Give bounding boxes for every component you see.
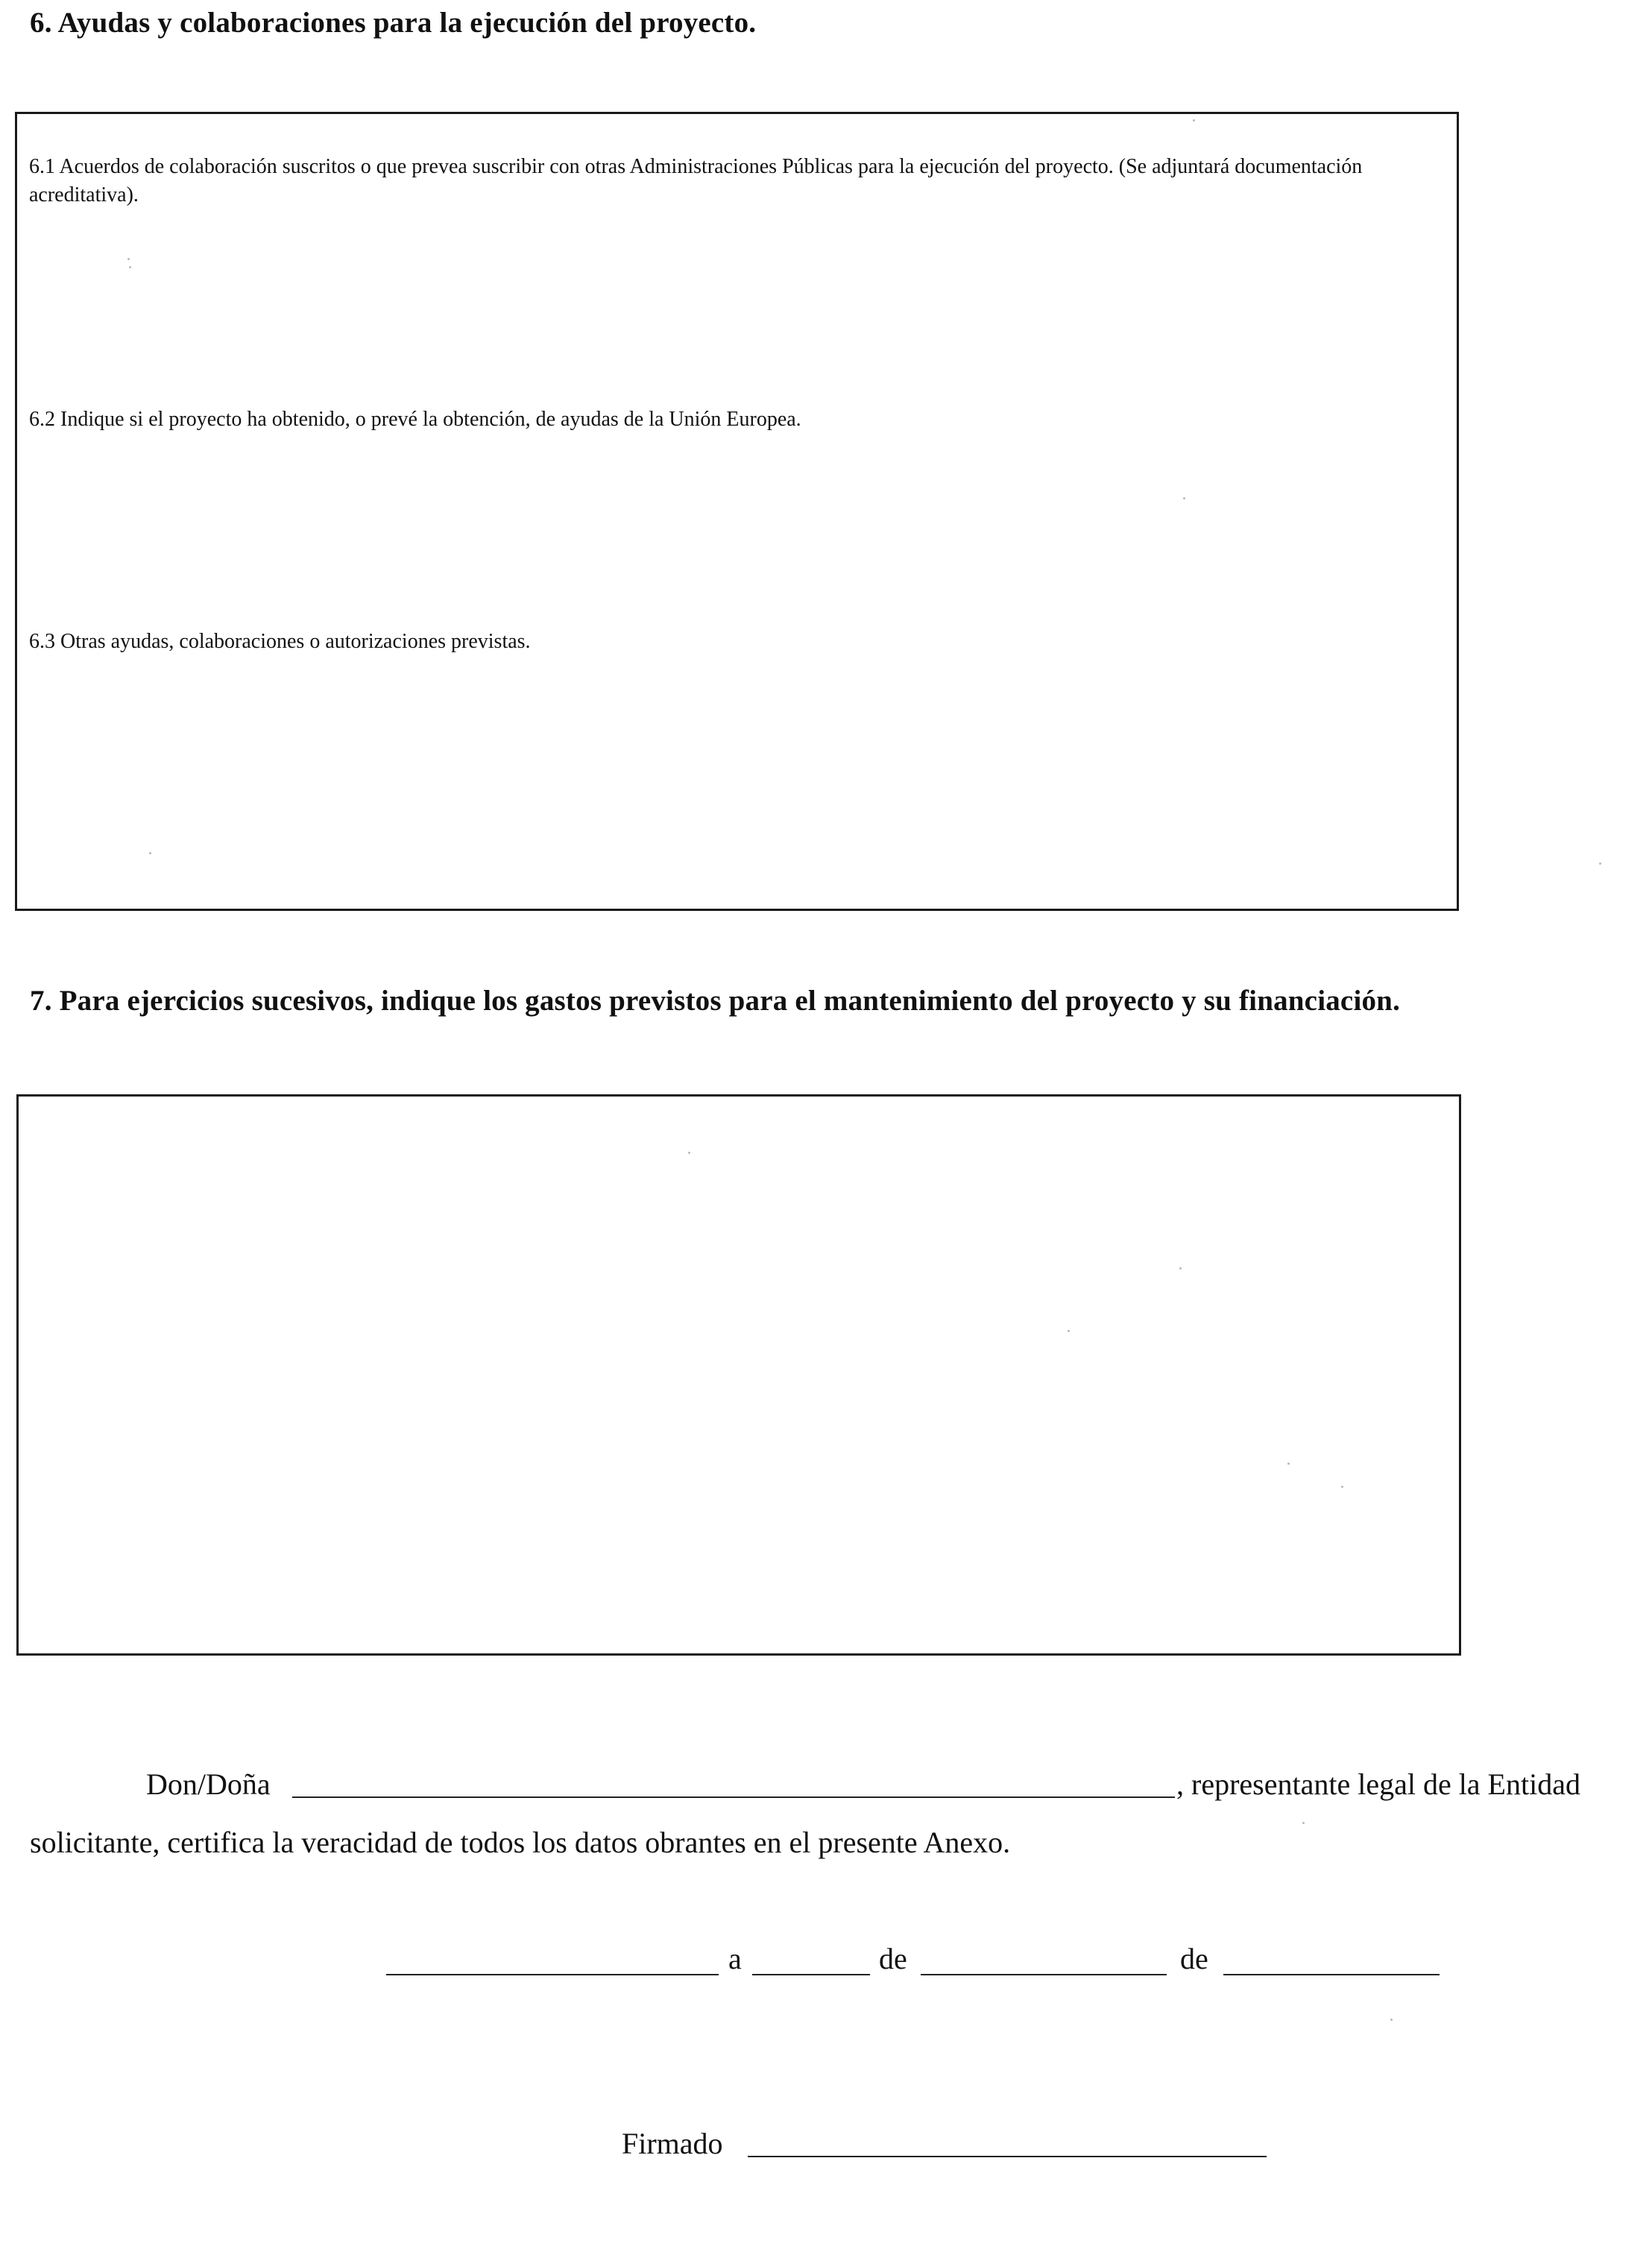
declaration-prefix: Don/Doña bbox=[146, 1767, 271, 1801]
declaration-suffix: , representante legal de la Entidad bbox=[1176, 1767, 1580, 1801]
section-7-heading: 7. Para ejercicios sucesivos, indique los gastos previstos para el mantenimiento del proyecto y su financiación. bbox=[30, 985, 1401, 1017]
declaration-line-2: solicitante, certifica la veracidad de todos los datos obrantes en el presente Anexo. bbox=[30, 1826, 1011, 1859]
scan-speck bbox=[1183, 497, 1185, 499]
scan-speck bbox=[1599, 862, 1601, 865]
scan-speck bbox=[688, 1152, 690, 1154]
name-blank[interactable] bbox=[292, 1796, 1175, 1798]
scan-speck bbox=[129, 266, 131, 268]
scan-speck bbox=[1390, 2019, 1393, 2021]
item-6-2-text: 6.2 Indique si el proyecto ha obtenido, o prevé la obtención, de ayudas de la Unión Europea. bbox=[29, 408, 801, 431]
date-de-label-1: de bbox=[879, 1942, 907, 1975]
signature-blank[interactable] bbox=[748, 2156, 1267, 2157]
scan-speck bbox=[1193, 119, 1195, 122]
item-6-1-text: 6.1 Acuerdos de colaboración suscritos o que prevea suscribir con otras Administraciones Públicas para la ejecución del proyecto. (Se adjuntará documentación acreditativa). bbox=[29, 155, 1363, 206]
month-blank[interactable] bbox=[921, 1974, 1167, 1975]
scan-speck bbox=[149, 852, 151, 854]
date-a-label: a bbox=[728, 1942, 742, 1975]
item-6-3-text: 6.3 Otras ayudas, colaboraciones o autorizaciones previstas. bbox=[29, 630, 531, 653]
scan-speck bbox=[1287, 1463, 1290, 1465]
section-7-answer-box[interactable] bbox=[16, 1094, 1461, 1656]
section-6-box bbox=[15, 112, 1459, 911]
section-6-heading: 6. Ayudas y colaboraciones para la ejecución del proyecto. bbox=[30, 7, 757, 39]
scan-speck bbox=[127, 258, 130, 260]
day-blank[interactable] bbox=[752, 1974, 870, 1975]
place-blank[interactable] bbox=[386, 1974, 719, 1975]
date-de-label-2: de bbox=[1180, 1942, 1208, 1975]
scan-speck bbox=[1302, 1822, 1305, 1824]
year-blank[interactable] bbox=[1223, 1974, 1440, 1975]
item-6-2-answer-area[interactable] bbox=[29, 442, 1438, 628]
scan-speck bbox=[1341, 1486, 1343, 1488]
item-6-3-answer-area[interactable] bbox=[29, 666, 1438, 889]
signature-label: Firmado bbox=[622, 2127, 723, 2160]
scan-speck bbox=[1179, 1267, 1182, 1269]
scan-speck bbox=[1068, 1330, 1070, 1332]
